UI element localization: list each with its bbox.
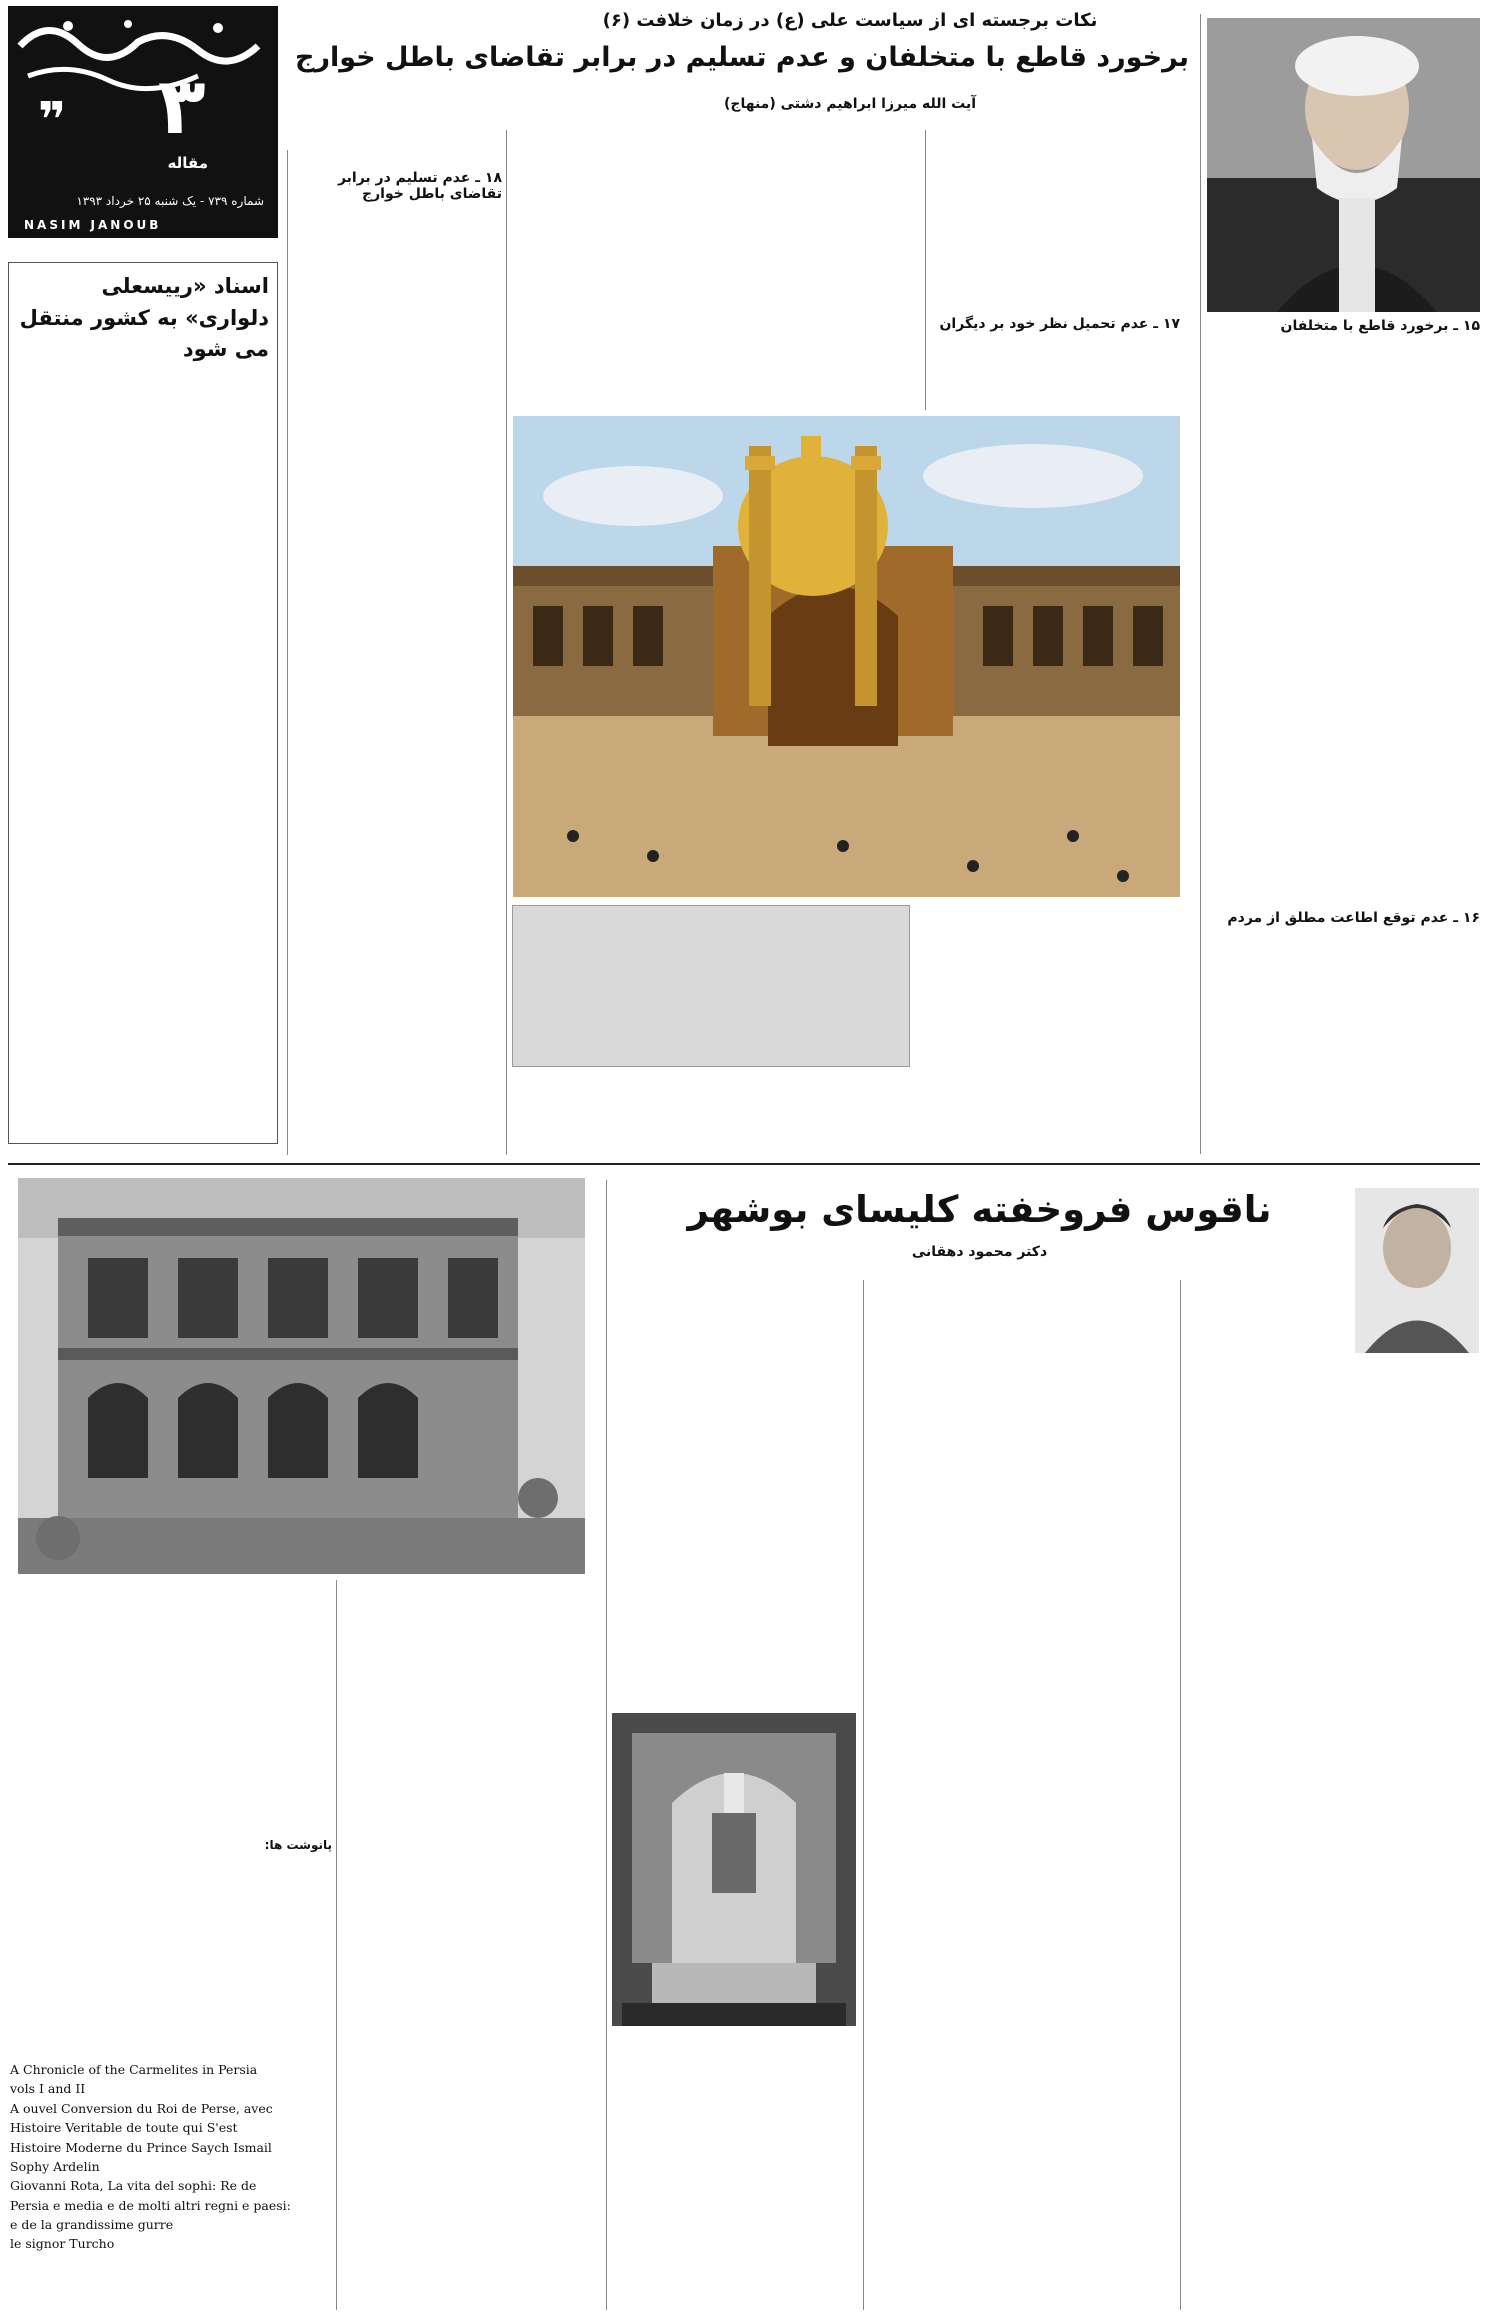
section-17-heading: ۱۷ ـ عدم تحمیل نظر خود بر دیگران — [939, 316, 1180, 332]
reference-line: Histoire Veritable de toute qui S'est — [10, 2120, 238, 2136]
column-rule — [1200, 14, 1201, 1154]
top-col-under-photo-left — [512, 1075, 910, 1152]
column-rule — [925, 130, 926, 410]
church-interior-photo — [612, 1713, 856, 2026]
left-news-box — [8, 262, 278, 1144]
top-col-middle-text — [675, 132, 920, 410]
column-rule — [506, 130, 507, 1155]
reference-line: e de la grandissime gurre — [10, 2217, 174, 2232]
logo-quote-mark: ❞ — [38, 92, 67, 148]
column-rule — [606, 1180, 607, 2310]
reference-line: Giovanni Rota, La vita del sophi: Re de — [10, 2178, 257, 2194]
top-byline: آیت الله میرزا ابراهیم دشتی (منهاج) — [723, 96, 977, 112]
masthead-logo — [8, 6, 278, 238]
section-18-heading: ۱۸ ـ عدم تسلیم در برابر تقاضای باطل خوارج — [337, 170, 502, 202]
bottom-col-4 — [340, 1580, 602, 2310]
section-15-heading: ۱۵ ـ برخورد قاطع با متخلفان — [1280, 318, 1480, 334]
shrine-photo — [513, 416, 1180, 897]
references-latin — [10, 2060, 332, 2254]
bottom-col-left — [10, 1580, 332, 1830]
section-15-text — [1207, 340, 1480, 910]
reference-line: A ouvel Conversion du Roi de Perse, avec — [10, 2100, 273, 2116]
pull-quote — [512, 905, 910, 1067]
reference-line: A Chronicle of the Carmelites in Persia — [10, 2062, 258, 2077]
bottom-col-2 — [870, 1280, 1175, 2310]
logo-number: ۳ — [158, 62, 206, 152]
column-rule — [336, 1580, 337, 2310]
bottom-col-1 — [1185, 1290, 1480, 2310]
bottom-headline: ناقوس فروخفته کلیسای بوشهر — [687, 1188, 1272, 1231]
issue-line: شماره ۷۳۹ - یک شنبه ۲۵ خرداد ۱۳۹۳ — [76, 194, 264, 208]
reference-line: vols I and II — [10, 2081, 86, 2097]
church-photo — [18, 1178, 585, 1574]
section-17-text — [930, 338, 1180, 410]
logo-latin: NASIM JANOUB — [24, 218, 162, 232]
section-label: مقاله — [167, 154, 208, 172]
church-building-icon — [18, 1178, 585, 1574]
column-rule — [287, 150, 288, 1155]
footnotes — [10, 1855, 332, 2055]
footnotes-title: پانوشت ها: — [264, 1838, 332, 1852]
top-col-under-photo-right — [915, 905, 1180, 1152]
reference-line: Persia e media e de molti altri regni e paesi: — [10, 2197, 291, 2213]
bottom-col-3b — [612, 2030, 856, 2310]
reference-line: Histoire Moderne du Prince Saych Ismail — [10, 2139, 272, 2155]
section-16-text — [1207, 932, 1480, 1152]
left-news-body — [17, 353, 269, 1133]
section-18-text — [292, 192, 502, 1152]
top-headline: برخورد قاطع با متخلفان و عدم تسلیم در برابر تقاضای باطل خوارج — [294, 42, 1190, 73]
reference-line: le signor Turcho — [10, 2236, 115, 2252]
bottom-col-right-intro — [1185, 1178, 1350, 1238]
bottom-col-3 — [612, 1280, 856, 1700]
top-kicker: نکات برجسته ای از سیاست علی (ع) در زمان خلافت (۶) — [602, 10, 1098, 31]
top-col-right-intro — [930, 132, 1180, 310]
mosque-dome-icon — [513, 416, 1180, 897]
column-rule — [863, 1280, 864, 2310]
column-rule — [1180, 1280, 1181, 2310]
reference-line: Sophy Ardelin — [10, 2158, 100, 2174]
section-divider — [8, 1163, 1480, 1165]
author-photo — [1207, 18, 1480, 312]
bottom-byline: دکتر محمود دهقانی — [911, 1244, 1048, 1260]
altar-icon — [612, 1713, 856, 2026]
left-news-headline: اسناد «رییسعلی دلواری» به کشور منتقل می شود — [19, 274, 269, 361]
portrait-icon — [1207, 18, 1480, 312]
section-16-heading: ۱۶ ـ عدم توقع اطاعت مطلق از مردم — [1227, 910, 1480, 926]
